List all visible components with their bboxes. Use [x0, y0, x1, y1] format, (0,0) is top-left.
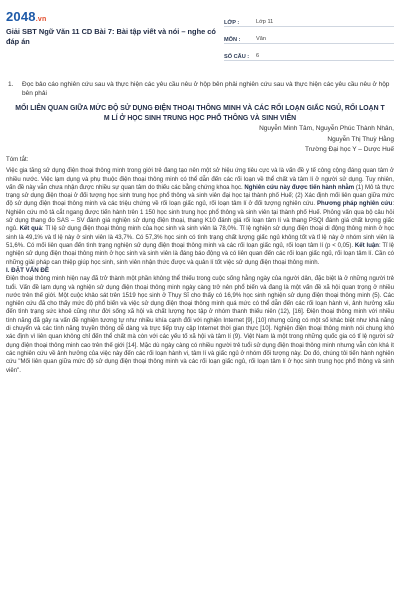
page-header: [0, 0, 400, 62]
article-title: MỐI LIÊN QUAN GIỮA MỨC ĐỘ SỬ DỤNG ĐIỆN THOẠI THÔNG MINH VÀ CÁC RỐI LOẠN GIẤC NGỦ, RỐI LOẠN T M LÍ Ở HỌC SINH TRUNG HỌC PHỔ THÔNG VÀ SINH VIÊN: [15, 105, 385, 122]
document-title: Giải SBT Ngữ Văn 11 CD Bài 7: Bài tập viết và nói – nghe có đáp án: [6, 27, 216, 46]
abstract-paragraph: [6, 167, 394, 267]
abstract-part-4: : Tỉ lệ sử dụng điện thoại thông minh của học sinh và sinh viên là 78,0%. Tỉ lệ nghiện sử dụng điện thoại di động thông minh ở học sinh là 49,1% và tỉ lệ này ở sinh viên là 43,7%. Có 57,3% học sinh có tình trạng chất lượng giấc ngủ không tốt và tỉ lệ này ở nhóm sinh viên là 51,6%. Có mối liên quan đến tình trạng nghiện sử dụng điện thoại thông minh và các rối loạn giấc ngủ, rối loạn tâm lí (p < 0,05).: [6, 226, 394, 249]
question-text: Đọc bảo cáo nghiên cứu sau và thực hiện các yêu cầu nêu ở hộp bên phải nghiên cứu sau và thực hiện các yêu cầu nêu ở hộp bên phải: [22, 81, 390, 97]
meta-label: MÔN :: [224, 37, 241, 43]
abstract-part-1: Việc gia tăng sử dụng điện thoại thông minh trong giới trẻ đang tạo nên một sở hiệu ứng tiêu cực và là vấn đề y tế công cộng đáng quan tâm ở nhiều nước. Việc lạm dụng và phụ thuộc điện thoại thông minh có thể dẫn đến các rối loạn về thể chất và tâm lí ở người sử dụng. Tuy nhiên, vấn đề này vẫn chưa nhận được nhiều sự quan tâm do thiếu các bằng chứng khoa học.: [6, 168, 394, 191]
abstract-result-label: Kết quả: [19, 226, 42, 233]
section-body: Điện thoại thông minh hiện nay đã trở thành một phần không thể thiếu trong cuộc sống hằng ngày của người dân, đặc biệt là ở những người trẻ tuổi. Vấn đề lạm dụng và nghiện sử dụng điện thoại thông minh ngày càng trở nên phổ biến và đang là một vấn đề xã hội quan trọng ở nhiều nước trên thế giới. Một cuộc khảo sát trên 1519 học sinh ở Thụy Sĩ cho thấy có 16,9% học sinh nghiện sử dụng điện thoại thông minh (5). Các nghiên cứu đã cho thấy mức độ phổ biến và việc sử dụng điện thoại thông minh quá mức có thể dẫn đến các rối loạn hành vi, ảnh hưởng xấu đến tình trạng sức khoẻ cũng như đời sống xã hội và chất lượng học tập ở nhóm thanh thiếu niên (12), [16]. Điện thoại thông minh với nhiều tính năng đã gây ra vấn đề nghiện tương tự như nhiều khía cạnh đối với nghiện Internet [9], [10] nhưng cũng có một số khác biệt như khả năng di chuyển và các tính năng truyền thông dễ dàng và trực tiếp truy cập Internet thời gian thực [10]. Nghiện điện thoại thông minh nói chung khó xác định vì liên quan không chỉ đến thể chất mà còn với các yếu tố xã hội và tâm lí (9). Việt Nam là một trong những quốc gia có tỉ lệ người sử dụng điện thoại thông minh cao trên thế giới [14]. Mặc dù ngày càng có nhiều người trẻ tuổi sử dụng điện thoại thông minh nhưng vẫn còn khá ít các nghiên cứu về ảnh hưởng của việc này đến các rối loạn hành vi, tâm lí và giấc ngủ ở nhóm đối tượng này. Do đó, chúng tôi tiến hành nghiên cứu "Mối liên quan giữa mức độ sử dụng điện thoại thông minh và các rối loạn giấc ngủ, rối loạn tâm lí ở học sinh trung học phổ thông và sinh viên".: [6, 276, 394, 374]
question-number: 1.: [8, 81, 14, 88]
abstract-goal-label: Nghiên cứu này được tiến hành nhằm: [244, 184, 355, 191]
question-item: [6, 80, 394, 98]
meta-row-subject: [224, 27, 394, 44]
authors-line-2: Nguyễn Thị Thuỳ Hằng: [327, 135, 394, 143]
section-heading: I. ĐẶT VẤN ĐỀ: [6, 266, 49, 274]
abstract-method-label: Phương pháp nghiên cứu: [316, 201, 393, 208]
abstract-part-3: : Nghiên cứu mô tả cắt ngang được tiến hành trên 1 150 học sinh trung học phổ thông và sinh viên tại thành phố Huế. Phỏng vấn qua bộ câu hỏi sử dụng thang đo SAS – SV đánh giá nghiện sử dụng điện thoại, thang K10 đánh giá rối loạn tâm lí và thang PSQI đánh giá chất lượng giấc ngủ.: [6, 201, 395, 233]
meta-label: SỐ CÂU :: [224, 54, 250, 60]
authors-line-1: Nguyễn Minh Tâm, Nguyễn Phúc Thành Nhân,: [259, 125, 394, 133]
abstract-part-2: (1) Mô tả thực trạng sử dụng điện thoại ở đối tượng học sinh trung học phổ thông và sinh viên đại học tại thành phố Huế; (2) Xác định mối liên quan giữa mức độ sử dụng điện thoại thông minh và các triệu chứng về rối loạn giấc ngủ, rối loạn tâm lí ở đối tượng nghiên cứu.: [6, 184, 394, 208]
meta-row-question-count: [224, 44, 394, 61]
main-content: [6, 80, 394, 375]
summary-label: Tóm tắt:: [6, 155, 29, 163]
logo-main: 2048: [6, 9, 36, 24]
meta-value: Văn: [256, 36, 266, 42]
abstract-part-5: : Tỉ lệ nghiện sử dụng điện thoại thông minh ở học sinh và sinh viên là đáng báo động và có liên quan đến các rối loạn giấc ngủ, rối loạn tâm lí. Cần có những giải pháp can thiệp giúp học sinh, sinh viên nhận thức được và quản lí tốt việc sử dụng điện thoại thông minh.: [6, 242, 394, 266]
abstract-conclusion-label: Kết luận: [354, 242, 379, 249]
meta-row-grade: [224, 10, 394, 27]
logo-suffix: .vn: [35, 16, 47, 23]
meta-value: 6: [256, 53, 260, 59]
meta-value: Lớp 11: [256, 19, 274, 25]
affiliation: Trường Đại học Y – Dược Huế: [304, 146, 394, 154]
site-logo[interactable]: [6, 9, 46, 24]
meta-label: LỚP :: [224, 20, 240, 26]
meta-table: [224, 10, 394, 61]
